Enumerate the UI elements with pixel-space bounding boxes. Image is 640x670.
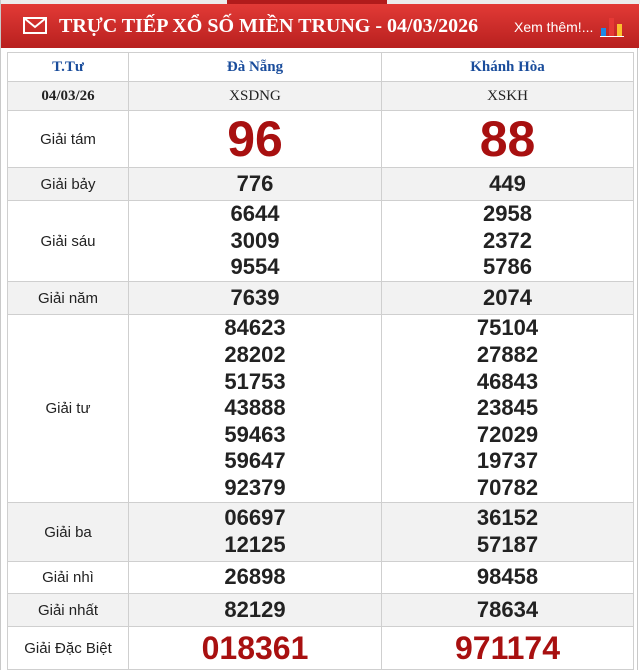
prize-cell-danang	[129, 111, 382, 168]
prize-row	[8, 627, 634, 670]
panel-header	[1, 4, 639, 48]
prize-cell-danang	[129, 201, 382, 282]
prize-number: 7639	[230, 284, 280, 310]
prize-number: 28202	[224, 342, 286, 368]
prize-cell-danang	[129, 627, 382, 670]
see-more-link[interactable]: Xem thêm!...	[514, 19, 594, 35]
prize-row	[8, 594, 634, 627]
prize-cell-danang	[129, 168, 382, 201]
prize-row	[8, 562, 634, 594]
prize-number: 2074	[483, 284, 532, 310]
prize-label: Giải nhất	[8, 594, 129, 627]
prize-number: 5786	[483, 254, 532, 280]
prize-number: 776	[236, 170, 274, 196]
prize-label: Giải sáu	[8, 201, 129, 282]
prize-cell-danang	[129, 315, 382, 503]
prize-number: 72029	[476, 421, 539, 447]
prize-cell-danang	[129, 594, 382, 627]
prize-cell-danang	[129, 562, 382, 594]
prize-number: 82129	[224, 596, 286, 622]
weekday-header: T.Tư	[8, 53, 129, 82]
prize-number: 6644	[230, 201, 280, 227]
province-header-khanhhoa[interactable]: Khánh Hòa	[382, 53, 634, 82]
prize-label: Giải Đặc Biệt	[8, 627, 129, 670]
prize-number: 59647	[224, 448, 286, 474]
prize-number: 018361	[201, 630, 309, 666]
prize-cell-khanhhoa	[382, 168, 634, 201]
prize-row	[8, 201, 634, 282]
prize-cell-khanhhoa	[382, 627, 634, 670]
prize-cell-khanhhoa	[382, 111, 634, 168]
prize-label: Giải ba	[8, 503, 129, 562]
prize-number: 23845	[476, 395, 539, 421]
prize-row	[8, 282, 634, 315]
prize-number: 36152	[476, 505, 539, 531]
prize-number: 12125	[224, 532, 286, 557]
province-header-danang[interactable]: Đà Nẵng	[129, 53, 382, 82]
prize-number: 78634	[476, 596, 539, 622]
codes-row	[8, 82, 634, 111]
prize-row	[8, 111, 634, 168]
prize-cell-danang	[129, 282, 382, 315]
prize-number: 98458	[476, 564, 539, 590]
prize-number: 92379	[224, 474, 286, 500]
mail-icon	[23, 17, 47, 34]
province-code-khanhhoa: XSKH	[382, 82, 634, 111]
prize-cell-khanhhoa	[382, 201, 634, 282]
prize-number: 2958	[483, 201, 532, 227]
prize-label: Giải tư	[8, 315, 129, 503]
prize-number: 43888	[224, 395, 286, 421]
prize-number: 27882	[476, 342, 539, 368]
prize-number: 88	[479, 111, 536, 167]
prize-cell-khanhhoa	[382, 594, 634, 627]
prize-number: 449	[489, 170, 526, 196]
prize-label: Giải nhì	[8, 562, 129, 594]
table-header-row	[8, 53, 634, 82]
draw-date: 04/03/26	[8, 82, 129, 111]
lottery-results-table	[7, 52, 634, 670]
bar-chart-icon[interactable]	[600, 15, 624, 37]
prize-number: 75104	[476, 315, 539, 341]
prize-number: 971174	[454, 630, 560, 666]
prize-row	[8, 315, 634, 503]
prize-number: 59463	[224, 421, 286, 447]
prize-number: 57187	[476, 532, 539, 557]
prize-number: 3009	[230, 227, 280, 253]
prize-cell-khanhhoa	[382, 282, 634, 315]
prize-number: 70782	[476, 474, 539, 500]
prize-number: 06697	[224, 505, 286, 531]
prize-cell-khanhhoa	[382, 503, 634, 562]
prize-number: 46843	[476, 368, 539, 394]
prize-label: Giải tám	[8, 111, 129, 168]
prize-number: 19737	[476, 448, 539, 474]
prize-label: Giải năm	[8, 282, 129, 315]
prize-number: 96	[227, 111, 283, 167]
prize-cell-khanhhoa	[382, 562, 634, 594]
prize-number: 9554	[230, 254, 280, 280]
prize-cell-khanhhoa	[382, 315, 634, 503]
prize-number: 26898	[224, 564, 286, 590]
prize-number: 51753	[224, 368, 286, 394]
prize-number: 84623	[224, 315, 286, 341]
prize-cell-danang	[129, 503, 382, 562]
prize-row	[8, 503, 634, 562]
page-title: TRỰC TIẾP XỔ SỐ MIỀN TRUNG - 04/03/2026	[59, 15, 479, 37]
prize-number: 2372	[483, 227, 532, 253]
prize-row	[8, 168, 634, 201]
prize-label: Giải bảy	[8, 168, 129, 201]
province-code-danang: XSDNG	[129, 82, 382, 111]
